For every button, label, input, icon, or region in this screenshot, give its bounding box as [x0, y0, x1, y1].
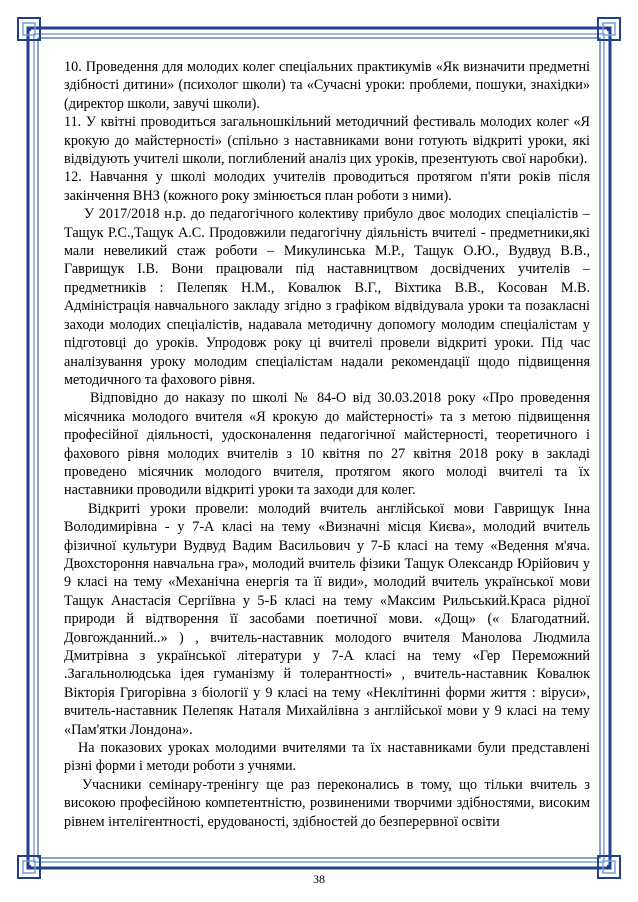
paragraph-demonstration-lessons: На показових уроках молодими вчителями та їх наставниками були представлені різні форми і методи роботи з учнями. [64, 740, 590, 775]
paragraph-item-10: 10. Проведення для молодих колег спеціальних практикумів «Як визначити предметні здібності дитини» (психолог школи) та «Сучасні уроки: проблеми, пошуки, знахідки» (директор школи, завучі школи). [64, 59, 590, 112]
paragraph-open-lessons: Відкриті уроки провели: молодий вчитель англійської мови Гаврищук Інна Володимирівна - у 7-А класі на тему «Визначні місця Києва», молодий вчитель фізичної культури Вудвуд Вадим Васильович у 7-Б класі на тему «Ведення м'яча. Двохстороння навчальна гра», молодий вчитель фізики Тащук Олександр Юрійович у 9 класі на тему «Механічна енергія та її види», молодий вчитель української мови Тащук Анастасія Сергіївна у 5-Б класі на тему «Максим Рильський.Краса рідної природи й відтворення її засобами поетичної мови. «Дощ» (« Благодатний. Довгожданний..» ) , вчитель-наставник молодого вчителя Манолова Людмила Дмитрівна з української літератури у 7-А класі на тему «Гер Переможний .Загальнолюдська ідея гуманізму й толерантності» , вчитель-наставник Ковалюк Вікторія Григорівна з біології у 9 класі на тему «Неклітинні форми життя : віруси», вчитель-наставник Пелепяк Наталя Михайлівна з англійської мови у 9 класі на тему «Пам'ятки Лондона». [64, 500, 590, 738]
paragraph-seminar-participants: Учасники семінару-тренінгу ще раз переконались в тому, що тільки вчитель з високою професійною компетентністю, розвиненими творчими здібностями, високим рівнем інтелігентності, ерудованості, здібностей до безперервної освіти [64, 776, 590, 830]
paragraph-item-12: 12. Навчання у школі молодих учителів проводиться протягом п'яти років після закінчення ВНЗ (кожного року змінюється план роботи з ними). [64, 169, 590, 204]
paragraph-young-specialists: У 2017/2018 н.р. до педагогічного колективу прибуло двоє молодих спеціалістів – Тащук Р.С.,Тащук А.С. Продовжили педагогічну діяльність вчителі - предметники,які мали невеликий стаж роботи – Микулинська М.Р., Тащук О.Ю., Вудвуд В.В., Гаврищук І.В. Вони працювали під наставництвом досвідчених учителів – предметників : Пелепяк Н.М., Ковалюк В.Г., Віхтика В.В., Косован М.В. Адміністрація навчального закладу згідно з графіком відвідувала уроки та позакласні заходи молодих спеціалістів, надавала методичну допомогу молодим спеціалістам у підготовці до уроків. Упродовж року ці вчителі провели відкриті уроки. Під час аналізування уроку молодим спеціалістам надали рекомендації щодо підвищення методичного та фахового рівня. [64, 206, 590, 388]
page-number: 38 [313, 872, 325, 886]
paragraph-order-month: Відповідно до наказу по школі № 84-О від 30.03.2018 року «Про проведення місячника молодого вчителя «Я крокую до майстерності» та з метою підвищення професійної діяльності, удосконалення педагогічної майстерності, теоретичного і фахового рівня молодих вчителів з 10 квітня по 27 квітня 2018 року в закладі проведено місячник молодого вчителя, протягом якого молоді вчителі та їх наставники проводили відкриті уроки та заходи для колег. [64, 390, 590, 499]
document-body [64, 58, 590, 831]
paragraph-item-11: 11. У квітні проводиться загальношкільний методичний фестиваль молодих колег «Я крокую до майстерності» (спільно з наставниками вони готують відкриті уроки, які відвідують учителі школи, поглиблений аналіз цих уроків, презентують свої наробки). [64, 114, 590, 168]
